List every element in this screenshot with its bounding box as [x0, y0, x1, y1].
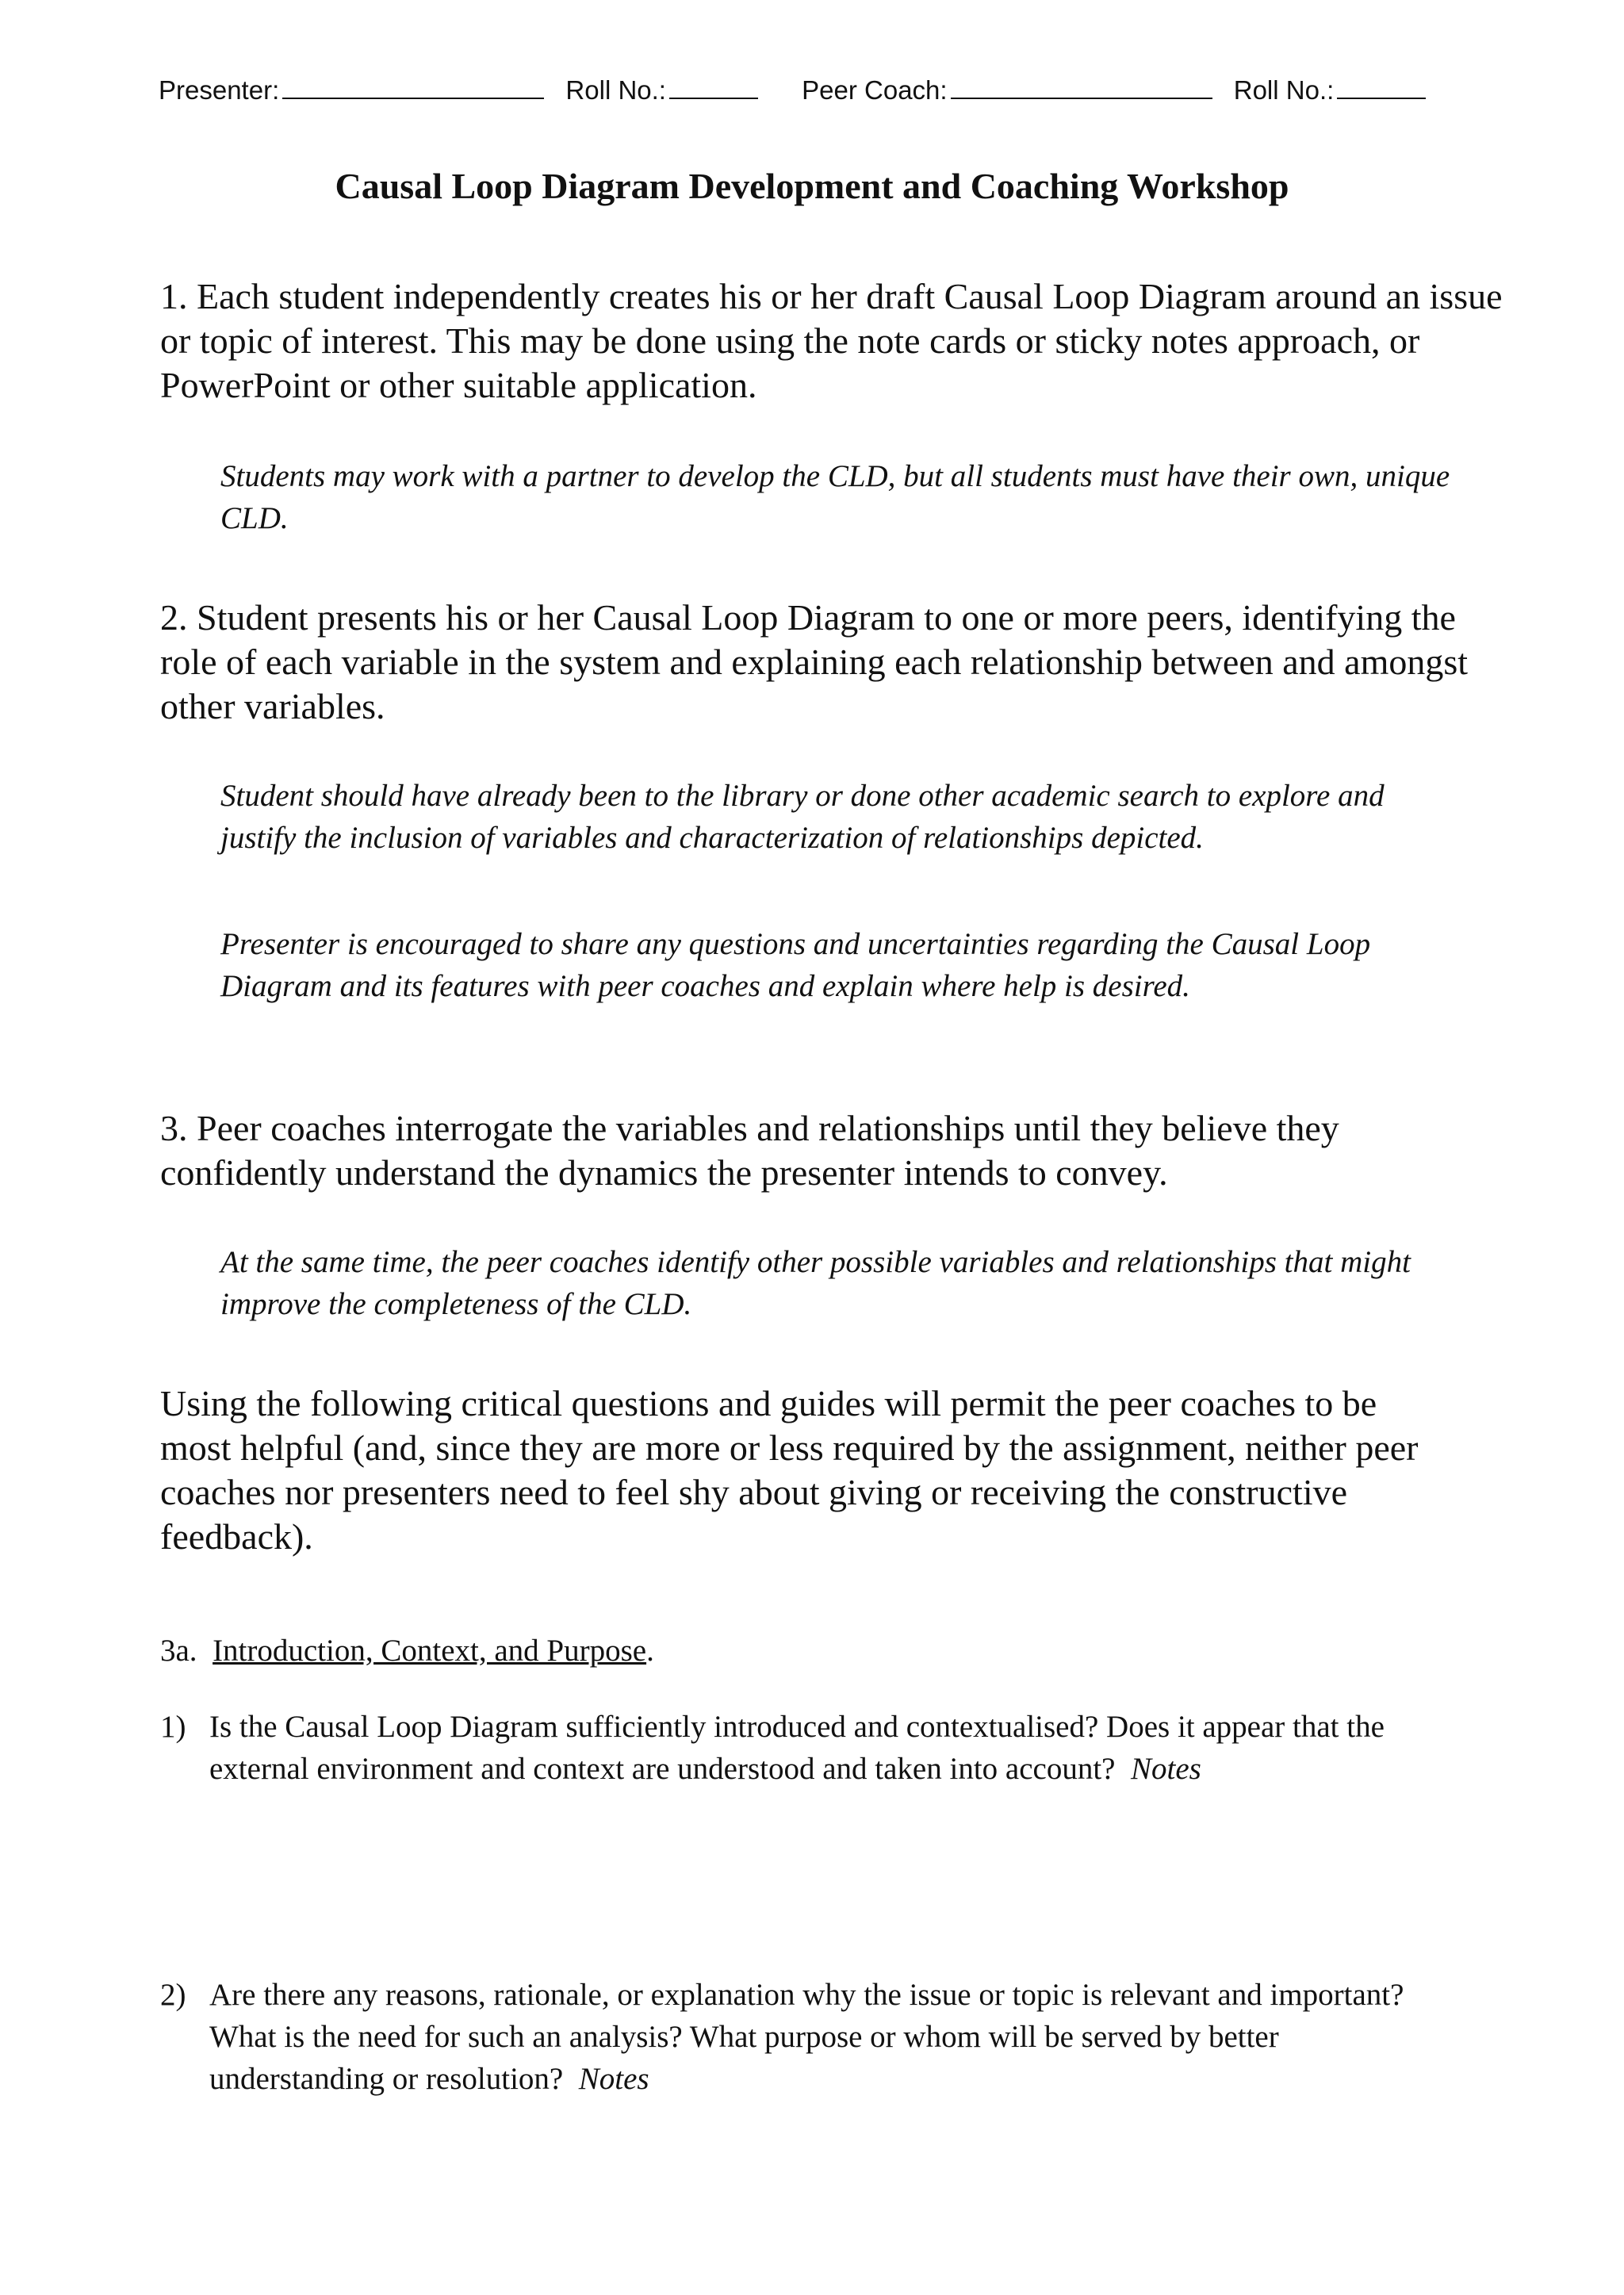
header-fields [159, 75, 1507, 106]
presenter-label: Presenter: [159, 75, 280, 105]
step-1 [160, 274, 1508, 408]
step-2-note-2: Presenter is encouraged to share any questions and uncertainties regarding the Causal Loop Diagram and its features with peer coaches and explain where help is desired. [220, 927, 1371, 1003]
peer-coach-blank [951, 75, 1212, 99]
step-3 [160, 1106, 1508, 1195]
step-2 [160, 596, 1508, 729]
presenter-blank [282, 75, 544, 99]
page-title: Causal Loop Diagram Development and Coaching Workshop [335, 166, 1289, 206]
question-1-notes-label: Notes [1130, 1752, 1201, 1786]
roll-no-blank-1 [669, 75, 758, 99]
step-3-text: 3. Peer coaches interrogate the variables and relationships until they believe they confidently understand the dynamics the presenter intends to convey. [160, 1108, 1339, 1193]
question-2-body [209, 1974, 1445, 2100]
question-1 [160, 1706, 1445, 1790]
question-2 [160, 1974, 1445, 2100]
question-2-text: Are there any reasons, rationale, or explanation why the issue or topic is relevant and important? What is the need for such an analysis? What purpose or whom will be served by better understanding or resolution? [209, 1978, 1404, 2096]
step-1-text: 1. Each student independently creates his or her draft Causal Loop Diagram around an issue or topic of interest. This may be done using the note cards or sticky notes approach, or PowerPoint or other suitable application. [160, 276, 1503, 405]
question-1-number: 1) [160, 1710, 186, 1744]
roll-no-label-1: Roll No.: [565, 75, 666, 105]
step-3-note: At the same time, the peer coaches identify other possible variables and relationships that might improve the completeness of the CLD. [220, 1245, 1411, 1321]
question-1-text: Is the Causal Loop Diagram sufficiently introduced and contextualised? Does it appear that the external environment and context are understood and taken into account? [209, 1710, 1385, 1786]
roll-no-label-2: Roll No.: [1233, 75, 1335, 105]
guide-text: Using the following critical questions and guides will permit the peer coaches to be most helpful (and, since they are more or less required by the assignment, neither peer coaches nor presenters need to feel shy about giving or receiving the constructive feedback). [160, 1383, 1419, 1557]
section-3a-heading [160, 1632, 654, 1670]
step-2-text: 2. Student presents his or her Causal Loop Diagram to one or more peers, identifying the role of each variable in the system and explaining each relationship between and amongst other variables. [160, 597, 1469, 726]
question-1-body [209, 1706, 1445, 1790]
step-2-note-1: Student should have already been to the library or done other academic search to explore and justify the inclusion of variables and characterization of relationships depicted. [220, 779, 1385, 855]
roll-no-blank-2 [1337, 75, 1426, 99]
question-2-notes-label: Notes [578, 2062, 649, 2096]
section-3a-number: 3a. [160, 1634, 197, 1668]
peer-coach-label: Peer Coach: [802, 75, 948, 105]
question-2-number: 2) [160, 1978, 186, 2012]
step-1-note: Students may work with a partner to develop the CLD, but all students must have their own, unique CLD. [220, 459, 1450, 535]
section-3a-title: Introduction, Context, and Purpose [213, 1634, 647, 1668]
guide-paragraph [160, 1381, 1445, 1559]
section-3a-period: . [646, 1634, 654, 1668]
